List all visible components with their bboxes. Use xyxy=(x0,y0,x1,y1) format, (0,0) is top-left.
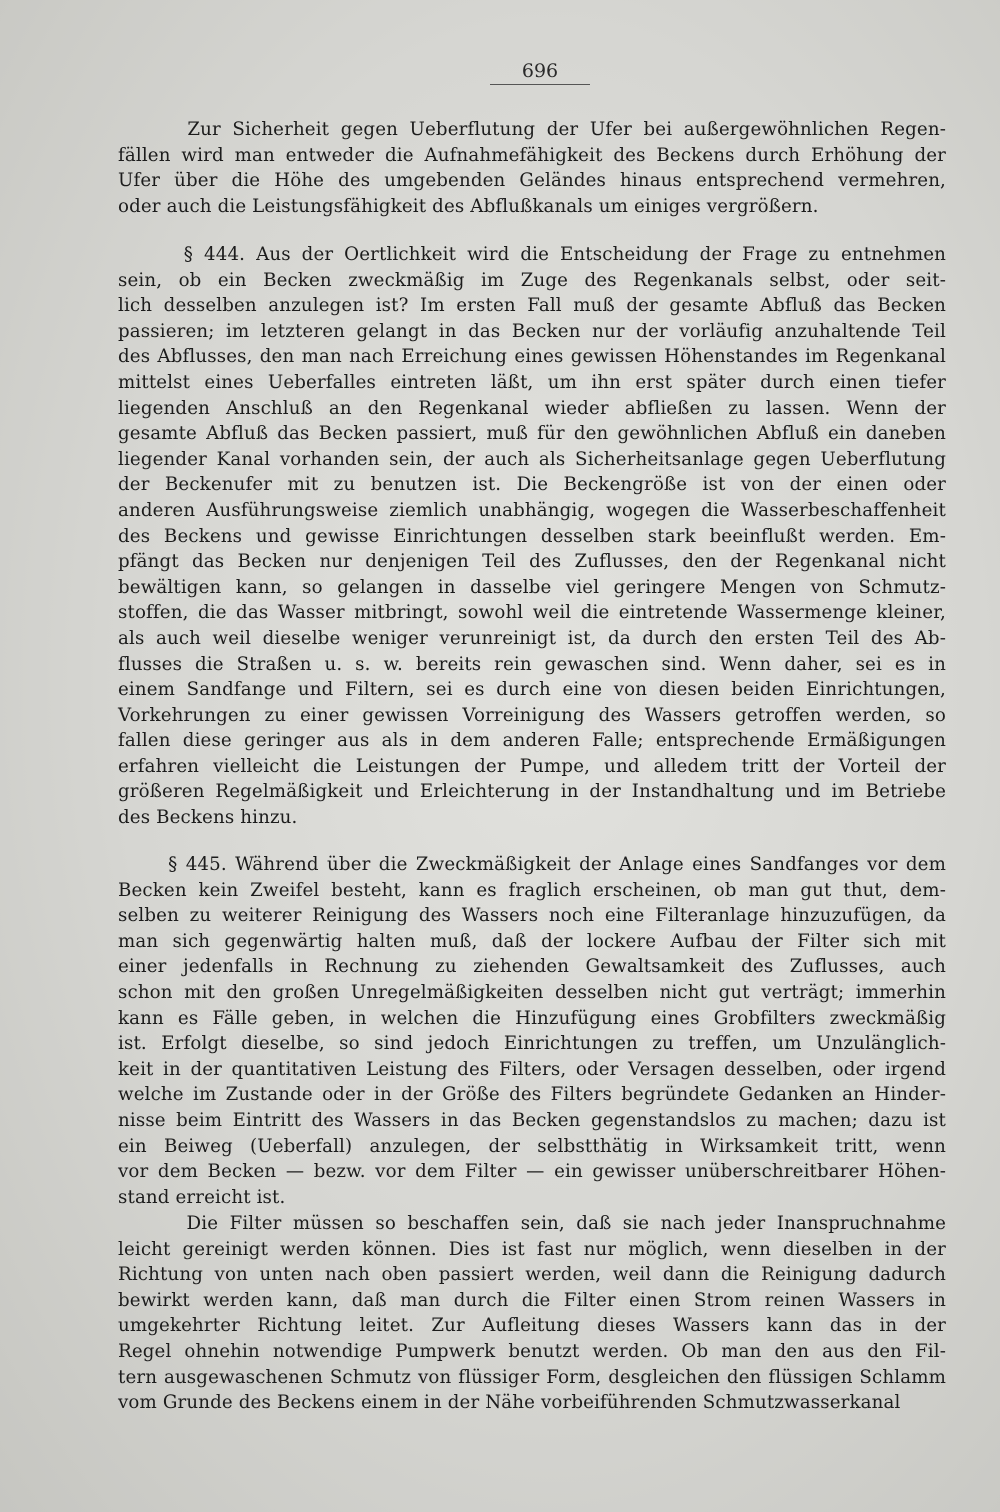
text-line: welche im Zustande oder in der Größe des Filters begründete Gedanken an Hinder- xyxy=(118,1084,946,1106)
text-line: kann es Fälle geben, in welchen die Hinzufügung eines Grobfilters zweckmäßig xyxy=(118,1007,946,1029)
text-line: mittelst eines Ueberfalles eintreten läßt, um ihn erst später durch einen tiefer xyxy=(118,371,946,393)
text-line: ist. Erfolgt dieselbe, so sind jedoch Einrichtungen zu treffen, um Unzulänglich- xyxy=(118,1033,946,1055)
text-line: des Beckens und gewisse Einrichtungen desselben stark beeinflußt werden. Em- xyxy=(118,525,946,547)
text-line: oder auch die Leistungsfähigkeit des Abflußkanals um einiges vergrößern. xyxy=(118,195,819,217)
text-line: erfahren vielleicht die Leistungen der Pumpe, und alledem tritt der Vorteil der xyxy=(118,755,946,777)
text-line: einem Sandfange und Filtern, sei es durch eine von diesen beiden Einrichtungen, xyxy=(118,679,946,701)
text-line: passieren; im letzteren gelangt in das Becken nur der vorläufig anzuhaltende Teil xyxy=(118,320,946,342)
text-line: gesamte Abfluß das Becken passiert, muß für den gewöhnlichen Abfluß ein daneben xyxy=(118,423,946,445)
text-line: liegender Kanal vorhanden sein, der auch als Sicherheitsanlage gegen Ueberflutung xyxy=(118,448,946,470)
text-line: Die Filter müssen so beschaffen sein, daß sie nach jeder Inanspruchnahme xyxy=(118,1213,946,1234)
text-line: Ufer über die Höhe des umgebenden Geländes hinaus entsprechend vermehren, xyxy=(118,170,946,192)
text-line: § 444. Aus der Oertlichkeit wird die Entscheidung der Frage zu entnehmen xyxy=(118,244,946,265)
text-line: leicht gereinigt werden können. Dies ist fast nur möglich, wenn dieselben in der xyxy=(118,1238,946,1260)
text-line: vom Grunde des Beckens einem in der Nähe vorbeiführenden Schmutzwasserkanal xyxy=(118,1392,901,1414)
text-line: umgekehrter Richtung leitet. Zur Aufleitung dieses Wassers kann das in der xyxy=(118,1315,946,1337)
text-line: größeren Regelmäßigkeit und Erleichterung in der Instandhaltung und im Betriebe xyxy=(118,781,946,803)
paragraph-filter xyxy=(118,1211,946,1416)
text-line: Becken kein Zweifel besteht, kann es fraglich erscheinen, ob man gut thut, dem- xyxy=(118,879,946,901)
text-line: schon mit den großen Unregelmäßigkeiten desselben nicht gut verträgt; immerhin xyxy=(118,981,946,1003)
text-line: flusses die Straßen u. s. w. bereits rein gewaschen sind. Wenn daher, sei es in xyxy=(118,653,946,675)
text-line: pfängt das Becken nur denjenigen Teil des Zuflusses, den der Regenkanal nicht xyxy=(118,551,946,573)
text-line: bewältigen kann, so gelangen in dasselbe viel geringere Mengen von Schmutz- xyxy=(118,576,946,598)
text-line: des Beckens hinzu. xyxy=(118,807,298,829)
text-line: ein Beiweg (Ueberfall) anzulegen, der selbstthätig in Wirksamkeit tritt, wenn xyxy=(118,1135,946,1157)
text-line: einer jedenfalls in Rechnung zu ziehenden Gewaltsamkeit des Zuflusses, auch xyxy=(118,956,946,978)
paragraph-section-445 xyxy=(118,852,946,1210)
paragraph-section-444 xyxy=(118,242,946,831)
text-line: man sich gegenwärtig halten muß, daß der lockere Aufbau der Filter sich mit xyxy=(118,930,946,952)
text-line: lich desselben anzulegen ist? Im ersten Fall muß der gesamte Abfluß das Becken xyxy=(118,295,946,317)
text-line: des Abflusses, den man nach Erreichung eines gewissen Höhenstandes im Regenkanal xyxy=(118,346,946,368)
text-line: sein, ob ein Becken zweckmäßig im Zuge des Regenkanals selbst, oder seit- xyxy=(118,269,946,291)
text-line: keit in der quantitativen Leistung des Filters, oder Versagen desselben, oder irgend xyxy=(118,1058,946,1080)
text-line: anderen Ausführungsweise ziemlich unabhängig, wogegen die Wasserbeschaffenheit xyxy=(118,499,946,521)
text-line: vor dem Becken — bezw. vor dem Filter — ein gewisser unüberschreitbarer Höhen- xyxy=(118,1161,946,1183)
text-line: bewirkt werden kann, daß man durch die Filter einen Strom reinen Wassers in xyxy=(118,1289,946,1311)
paragraph-intro xyxy=(118,117,946,219)
text-line: fallen diese geringer aus als in dem anderen Falle; entsprechende Ermäßigungen xyxy=(118,730,946,752)
text-line: Regel ohnehin notwendige Pumpwerk benutzt werden. Ob man den aus den Fil- xyxy=(118,1340,946,1362)
text-line: liegenden Anschluß an den Regenkanal wieder abfließen zu lassen. Wenn der xyxy=(118,397,946,419)
text-line: stoffen, die das Wasser mitbringt, sowohl weil die eintretende Wassermenge kleiner, xyxy=(118,602,946,624)
text-line: Richtung von unten nach oben passiert werden, weil dann die Reinigung dadurch xyxy=(118,1264,946,1286)
text-line: tern ausgewaschenen Schmutz von flüssiger Form, desgleichen den flüssigen Schlamm xyxy=(118,1366,946,1388)
text-line: der Beckenufer mit zu benutzen ist. Die Beckengröße ist von der einen oder xyxy=(118,474,946,496)
page-number: 696 xyxy=(490,60,590,85)
text-line: als auch weil dieselbe weniger verunreinigt ist, da durch den ersten Teil des Ab- xyxy=(118,627,946,649)
text-line: stand erreicht ist. xyxy=(118,1186,286,1208)
text-line: § 445. Während über die Zweckmäßigkeit der Anlage eines Sandfanges vor dem xyxy=(118,854,946,875)
text-line: Vorkehrungen zu einer gewissen Vorreinigung des Wassers getroffen werden, so xyxy=(118,704,946,726)
text-line: selben zu weiterer Reinigung des Wassers noch eine Filteranlage hinzuzufügen, da xyxy=(118,905,946,927)
text-line: fällen wird man entweder die Aufnahmefähigkeit des Beckens durch Erhöhung der xyxy=(118,144,946,166)
text-line: nisse beim Eintritt des Wassers in das Becken gegenstandslos zu machen; dazu ist xyxy=(118,1109,946,1131)
text-line: Zur Sicherheit gegen Ueberflutung der Ufer bei außergewöhnlichen Regen- xyxy=(118,119,946,140)
